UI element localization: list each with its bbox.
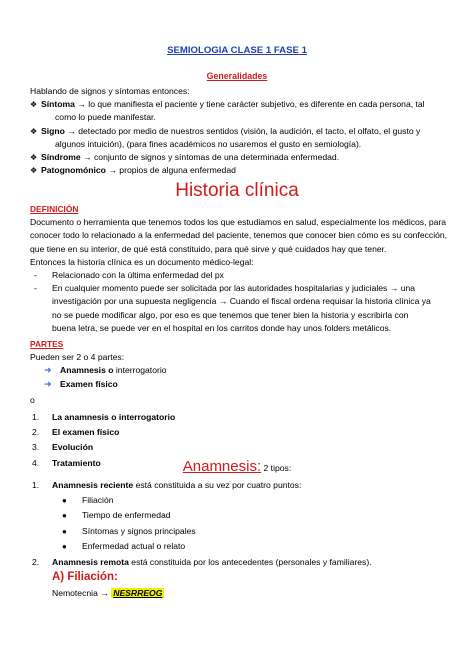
type-bold: Anamnesis reciente xyxy=(52,480,134,490)
term-label: Síndrome xyxy=(41,152,81,163)
point-text: Tiempo de enfermedad xyxy=(82,510,171,521)
list-item xyxy=(30,125,450,138)
dot-bullet-icon: ● xyxy=(62,511,67,521)
arrow-icon: → xyxy=(77,99,86,110)
list-item xyxy=(30,151,450,164)
generalidades-intro: Hablando de signos y síntomas entonces: xyxy=(30,86,190,96)
diamond-bullet-icon: ❖ xyxy=(30,153,38,163)
list-number: 1. xyxy=(32,480,40,490)
list-item xyxy=(30,509,450,522)
list-number: 2. xyxy=(32,557,40,568)
part-bold: Examen físico xyxy=(60,378,118,389)
definition-line: que tiene en su interior, de qué está constituido, para qué sirve y qué cuidados hay que tener. xyxy=(30,243,387,254)
nemotecnia-row xyxy=(30,587,450,600)
term-label: Patognomónico xyxy=(41,165,106,176)
definition-line: Entonces la historia clínica es un documento médico-legal: xyxy=(30,256,254,267)
dash-item-text: investigación por una supuesta negligencia → Cuando el fiscal ordena requisar la historia clínica ya xyxy=(52,296,431,307)
list-item xyxy=(30,426,450,439)
filiacion-heading-row xyxy=(30,571,450,584)
point-text: Enfermedad actual o relato xyxy=(82,540,186,551)
list-number: 4. xyxy=(32,457,40,468)
part-text: El examen físico xyxy=(52,427,120,438)
dash-bullet-icon: - xyxy=(34,270,37,281)
dash-item-text: buena letra, se puede ver en el hospital en los carritos donde hay unos folders metálicos. xyxy=(52,322,392,333)
part-text: Tratamiento xyxy=(52,457,101,468)
part-rest: interrogatorio xyxy=(113,365,167,376)
dot-bullet-icon: ● xyxy=(62,541,67,551)
arrow-bullet-icon: ➜ xyxy=(44,378,52,389)
partes-label: PARTES xyxy=(30,339,64,350)
type-bold: Anamnesis remota xyxy=(52,557,129,568)
diamond-bullet-icon: ❖ xyxy=(30,126,38,136)
section-generalidades-heading: Generalidades xyxy=(206,71,268,81)
partes-intro: Pueden ser 2 o 4 partes: xyxy=(30,352,125,363)
list-item xyxy=(30,494,450,507)
term-text: propios de alguna enfermedad xyxy=(116,165,236,176)
part-bold: Anamnesis o xyxy=(60,365,114,376)
arrow-icon: → xyxy=(100,588,109,599)
dash-item-text: no se puede modificar algo, por eso es que tenemos que tener bien la historia y escribirla con xyxy=(52,309,409,320)
historia-clinica-heading: Historia clínica xyxy=(175,180,299,201)
list-item xyxy=(30,411,450,424)
definition-line: conocer todo lo relacionado a la enfermedad del paciente, tenemos que conocer bien cómo es su confección, xyxy=(30,230,448,241)
list-item xyxy=(30,540,450,553)
part-text: La anamnesis o interrogatorio xyxy=(52,412,176,423)
point-text: Síntomas y signos principales xyxy=(82,525,196,536)
point-text: Filiación xyxy=(82,495,114,506)
anamnesis-heading-row xyxy=(0,460,474,475)
nemotecnia-value: NESRREOG xyxy=(113,588,163,599)
type-rest: está constituida por los antecedentes (personales y familiares). xyxy=(128,557,372,568)
term-label: Síntoma xyxy=(41,99,75,110)
term-label: Signo xyxy=(41,125,65,136)
list-item xyxy=(30,556,450,569)
generalidades-block xyxy=(30,85,450,177)
list-item xyxy=(30,164,450,177)
document-title: SEMIOLOGIA CLASE 1 FASE 1 xyxy=(167,45,307,56)
dash-item-text: En cualquier momento puede ser solicitada por las autoridades hospitalarias y judiciales → una xyxy=(52,283,416,294)
historia-block xyxy=(30,203,450,470)
nemotecnia-label: Nemotecnia xyxy=(52,588,101,599)
term-text: detectado por medio de nuestros sentidos (visión, la audición, el tacto, el olfato, el gusto y xyxy=(75,125,421,136)
diamond-bullet-icon: ❖ xyxy=(30,100,38,110)
term-text: conjunto de signos y síntomas de una determinada enfermedad. xyxy=(91,152,340,163)
arrow-icon: → xyxy=(67,125,76,136)
list-item xyxy=(30,441,450,454)
dash-item-text: Relacionado con la última enfermedad del px xyxy=(52,270,224,281)
list-item xyxy=(30,282,450,335)
list-number: 3. xyxy=(32,442,40,453)
arrow-icon: → xyxy=(83,152,92,163)
list-item xyxy=(30,269,450,282)
dot-bullet-icon: ● xyxy=(62,526,67,536)
list-item xyxy=(30,364,450,377)
list-item-continuation: algunos intuición), (para fines académicos no usaremos el gusto en semiología). xyxy=(55,138,362,149)
arrow-icon: → xyxy=(108,165,117,176)
filiacion-heading: A) Filiación: xyxy=(52,571,118,584)
anamnesis-suffix: 2 tipos: xyxy=(261,463,292,473)
arrow-bullet-icon: ➜ xyxy=(44,365,52,376)
list-item xyxy=(30,378,450,391)
part-text: Evolución xyxy=(52,442,94,453)
list-number: 1. xyxy=(32,412,40,423)
list-number: 2. xyxy=(32,427,40,438)
list-item xyxy=(30,525,450,538)
term-text: lo que manifiesta el paciente y tiene carácter subjetivo, es diferente en cada persona, tal xyxy=(85,99,425,110)
list-item-continuation: como lo puede manifestar. xyxy=(55,112,156,123)
definicion-label: DEFINICIÓN xyxy=(30,204,79,214)
dash-bullet-icon: - xyxy=(34,283,37,294)
dot-bullet-icon: ● xyxy=(62,496,67,506)
list-item xyxy=(30,98,450,111)
diamond-bullet-icon: ❖ xyxy=(30,166,38,176)
type-rest: está constituida a su vez por cuatro puntos: xyxy=(133,480,302,490)
anamnesis-block xyxy=(30,479,450,601)
definition-line: Documento o herramienta que tenemos todos los que estudiamos en salud, especialmente los médicos, para xyxy=(30,217,447,228)
anamnesis-heading: Anamnesis: xyxy=(182,458,262,475)
or-word: o xyxy=(30,394,35,405)
list-item xyxy=(30,479,450,492)
